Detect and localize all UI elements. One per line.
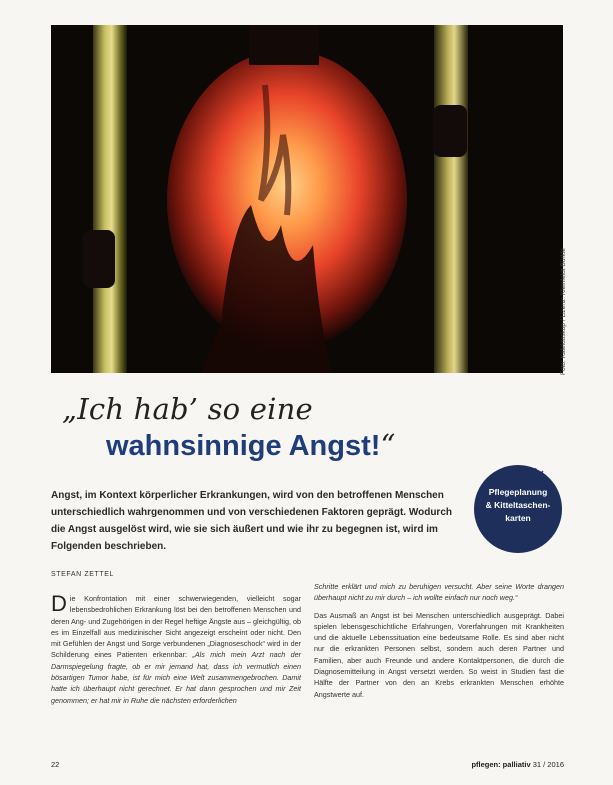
column1-text: ie Konfrontation mit einer schwerwiegenden, vielleicht sogar lebensbedrohlichen Erkrankung löst bei den betroffenen Menschen und deren Ang- und Zugehörigen in der Regel heftige Ängste aus – gleichgültig, ob es im Einzelfall aus medizinischer Sicht angezeigt erscheint oder nicht. Den mit Gefühlen der Angst und Sorge verbundenen „Diagnoseschock“ wird in der Schilderung eines Patienten erkennbar: <box>51 594 301 660</box>
headline-line1: „Ich hab’ so eine <box>62 392 313 426</box>
drop-cap: D <box>51 591 67 616</box>
badge-text-line1: Pflegeplanung <box>488 487 548 497</box>
material-badge-text <box>476 486 560 525</box>
lead-paragraph: Angst, im Kontext körperlicher Erkrankungen, wird von den betroffenen Menschen unterschiedlich wahrgenommen und von verschiedenen Faktoren geprägt. Wodurch die Angst ausgelöst wird, wie sie sich äußert und wie ihr zu begegnen ist, wird im Folgenden beschrieben. <box>51 490 452 552</box>
magazine-issue: 31 / 2016 <box>532 760 564 769</box>
author-name: STEFAN ZETTEL <box>51 571 115 578</box>
column2-paragraph: Das Ausmaß an Angst ist bei Menschen unterschiedlich ausgeprägt. Dabei spielen lebensgeschichtliche Erfahrungen, Vorerfahrungen mit Krankheiten und die aktuelle Lebenssituation eine bedeutsame Rolle. Es sind aber nicht nur die erkrankten Personen selbst, sondern auch deren Partner und Familien, aber auch Freunde und andere Kontaktpersonen, die durch die Diagnosemitteilung in Angst versetzt werden. So weist in Studien fast die Hälfte der Partner von den an Krebs erkrankten Menschen erhöhte Angstwerte auf. <box>314 610 564 699</box>
badge-text-line3: karten <box>505 513 531 523</box>
badge-text-line2: & Kitteltaschen- <box>485 500 551 510</box>
magazine-name: pflegen: palliativ <box>471 760 531 769</box>
material-badge <box>468 449 572 561</box>
headline-line2-text: wahnsinnige Angst! <box>106 430 381 462</box>
magazine-footer <box>446 760 564 769</box>
body-column-2 <box>314 581 564 700</box>
hero-photo <box>51 25 563 373</box>
hero-photo-art <box>51 25 563 373</box>
column2-quote: Schritte erklärt und mich zu beruhigen versucht. Aber seine Worte drangen überhaupt nicht zu mir durch – ich wollte einfach nur noch weg.“ <box>314 582 564 603</box>
column1-quote: „Als mich mein Arzt nach der Darmspiegelung fragte, ob er mir jemand hat, dass ich vermutlich einen bösartigen Tumor habe, ist für mich eine Welt zusammengebrochen. Damit hatte ich überhaupt nicht gerechnet. Er hat dann gesprochen und mir Zeit genommen; er hat mir in Ruhe die nächsten erforderlichen <box>51 650 301 705</box>
headline-close-quote: “ <box>380 428 396 462</box>
page-number: 22 <box>51 760 60 769</box>
headline-line2 <box>106 428 395 463</box>
column1-paragraph <box>51 593 301 706</box>
body-column-1 <box>51 593 301 706</box>
photo-credit: Foto: Kaleidoskop / Lizenz: Kleinfeldt Bürkle <box>560 248 567 375</box>
